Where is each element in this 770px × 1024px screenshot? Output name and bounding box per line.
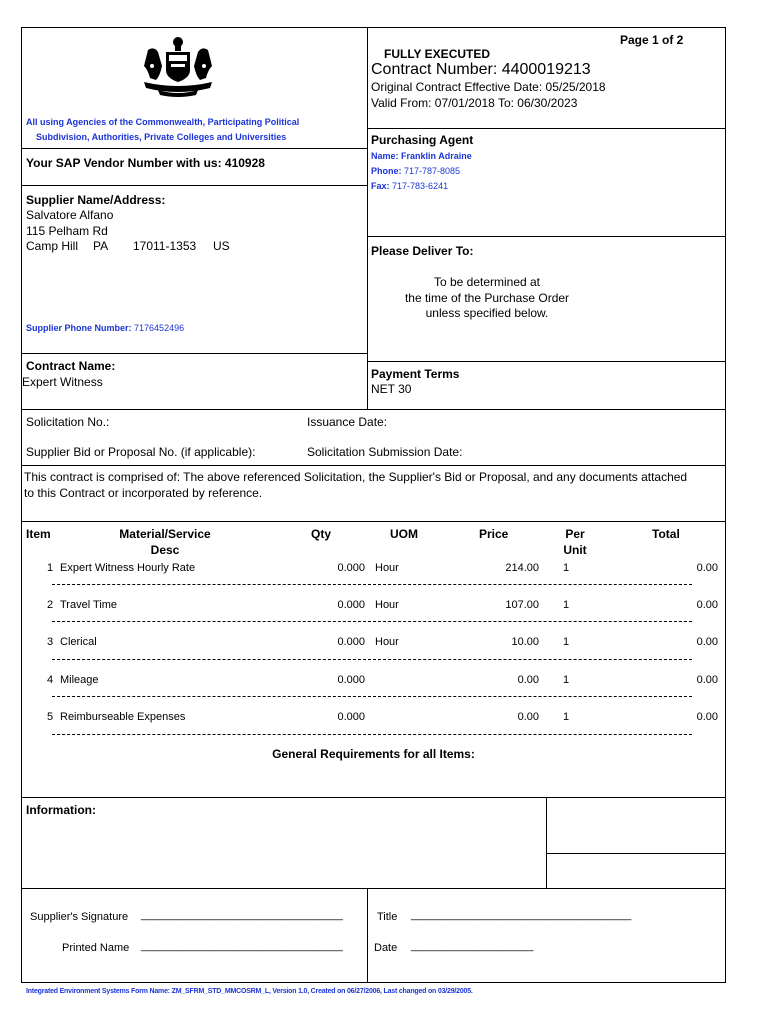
information-heading: Information: [26,803,96,817]
seal-icon [138,36,218,98]
printed-name-line[interactable]: _________________________________ [141,940,343,952]
frame-right [725,27,726,983]
row-separator [52,659,692,660]
col-per-2: Unit [563,543,587,557]
row-qty: 0.000 [337,562,365,574]
supplier-city: Camp Hill [26,239,79,253]
row-desc: Expert Witness Hourly Rate [60,562,196,574]
agent-fax-row [371,181,448,191]
row-separator [52,696,692,697]
row-uom: Hour [375,599,399,611]
table-row [0,562,770,578]
frame-bottom [21,982,726,983]
row-no: 1 [47,562,54,574]
deliver-heading: Please Deliver To: [371,244,474,258]
general-requirements: General Requirements for all Items: [272,747,475,761]
row-per: 1 [563,562,570,574]
supplier-signature-line[interactable]: _________________________________ [141,909,343,921]
payment-terms-heading: Payment Terms [371,367,460,381]
payment-terms: NET 30 [371,382,412,396]
agent-fax: 717-783-6241 [392,181,449,191]
col-price: Price [479,527,509,541]
status-label: FULLY EXECUTED [384,47,491,61]
supplier-name: Salvatore Alfano [26,208,114,222]
row-desc: Mileage [60,674,99,686]
row-no: 2 [47,599,54,611]
effective-date: Original Contract Effective Date: 05/25/2018 [371,80,606,94]
row-total: 0.00 [696,636,718,648]
agent-name-row [371,151,472,161]
contract-name: Expert Witness [22,375,103,389]
row-separator [52,621,692,622]
row-per: 1 [563,711,570,723]
table-row [0,599,770,615]
supplier-state: PA [93,239,109,253]
valid-period: Valid From: 07/01/2018 To: 06/30/2023 [371,96,578,110]
agent-name-label: Name: [371,151,399,161]
supplier-zip: 17011-1353 [133,239,197,253]
rule [21,148,367,149]
row-price: 214.00 [505,562,539,574]
row-desc: Clerical [60,636,97,648]
row-qty: 0.000 [337,711,365,723]
col-desc-2: Desc [150,543,180,557]
title-label: Title [377,911,398,923]
col-total: Total [652,527,680,541]
bid-no: Supplier Bid or Proposal No. (if applicable): [26,445,256,459]
rule [21,888,726,889]
solicitation-no: Solicitation No.: [26,415,110,429]
submission-date: Solicitation Submission Date: [307,445,463,459]
rule [21,521,726,522]
signature-divider [367,888,368,982]
row-per: 1 [563,636,570,648]
rule [367,361,725,362]
row-separator [52,734,692,735]
col-item: Item [26,527,51,541]
date-line[interactable]: ____________________ [411,940,534,952]
comprised-line-2: to this Contract or incorporated by reference. [24,486,263,500]
supplier-country: US [213,239,230,253]
row-total: 0.00 [696,562,718,574]
date-label: Date [374,942,398,954]
row-no: 4 [47,674,54,686]
col-desc-1: Material/Service [119,527,211,541]
row-qty: 0.000 [337,599,365,611]
agent-name: Franklin Adraine [401,151,472,161]
supplier-street: 115 Pelham Rd [26,224,108,238]
agencies-line-2: Subdivision, Authorities, Private Colleges and Universities [36,132,287,142]
supplier-phone-label: Supplier Phone Number: [26,323,132,333]
form-footer: Integrated Environment Systems Form Name: ZM_SFRM_STD_MMCOSRM_L, Version 1.0, Created on 06/27/2006, Last changed on 03/29/2005. [26,988,473,995]
table-row [0,711,770,727]
agent-phone: 717-787-8085 [404,166,461,176]
issuance-date: Issuance Date: [307,415,388,429]
row-no: 5 [47,711,54,723]
col-qty: Qty [311,527,332,541]
rule [546,853,726,854]
title-line[interactable]: ____________________________________ [411,909,632,921]
col-uom: UOM [390,527,418,541]
supplier-phone: 7176452496 [134,323,185,333]
supplier-heading: Supplier Name/Address: [26,193,166,207]
agent-phone-row [371,166,460,176]
row-qty: 0.000 [337,674,365,686]
contract-name-heading: Contract Name: [26,359,116,373]
row-total: 0.00 [696,599,718,611]
row-per: 1 [563,599,570,611]
page-indicator: Page 1 of 2 [620,33,684,47]
rule [367,236,725,237]
upper-divider [367,27,368,410]
deliver-line-2: the time of the Purchase Order [404,291,570,305]
rule [21,465,726,466]
row-price: 10.00 [511,636,539,648]
coat-of-arms-seal [138,36,218,98]
frame-top [21,27,726,28]
info-divider [546,797,547,888]
frame-left [21,27,22,983]
deliver-line-3: unless specified below. [425,306,549,320]
row-price: 0.00 [517,711,539,723]
row-desc: Travel Time [60,599,118,611]
rule [21,797,726,798]
row-no: 3 [47,636,54,648]
supplier-phone-row [26,323,184,333]
row-per: 1 [563,674,570,686]
col-per-1: Per [565,527,585,541]
agent-fax-label: Fax: [371,181,390,191]
rule [21,409,726,410]
row-uom: Hour [375,562,399,574]
agencies-line-1: All using Agencies of the Commonwealth, Participating Political [26,117,300,127]
row-separator [52,584,692,585]
contract-number: Contract Number: 4400019213 [371,61,591,78]
row-qty: 0.000 [337,636,365,648]
supplier-signature-label: Supplier's Signature [30,911,129,923]
agent-phone-label: Phone: [371,166,402,176]
comprised-line-1: This contract is comprised of: The above referenced Solicitation, the Supplier's Bid or Proposal, and any documents attached [24,470,688,484]
row-total: 0.00 [696,674,718,686]
row-desc: Reimburseable Expenses [60,711,186,723]
row-price: 0.00 [517,674,539,686]
row-uom: Hour [375,636,399,648]
rule [21,353,367,354]
table-row [0,674,770,690]
purchasing-agent-heading: Purchasing Agent [371,133,474,147]
printed-name-label: Printed Name [62,942,130,954]
rule [367,128,725,129]
row-total: 0.00 [696,711,718,723]
vendor-number: Your SAP Vendor Number with us: 410928 [26,156,265,170]
deliver-line-1: To be determined at [433,275,541,289]
table-row [0,636,770,652]
row-price: 107.00 [505,599,539,611]
rule [21,185,367,186]
